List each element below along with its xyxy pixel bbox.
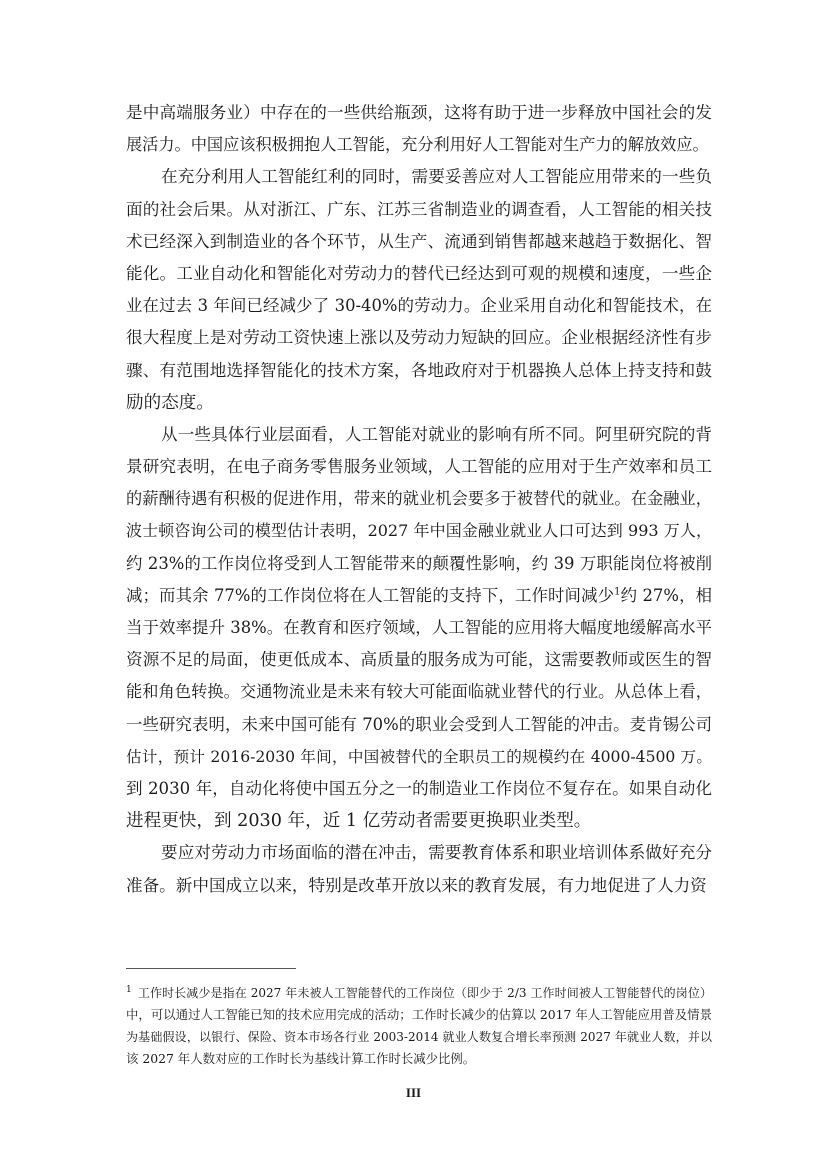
text-line: 能和角色转换。交通物流业是未来有较大可能面临就业替代的行业。从总体上看，: [126, 682, 712, 702]
text-line: 进程更快，到 2030 年，近 1 亿劳动者需要更换职业类型。: [126, 811, 592, 832]
text-line: 很大程度上是对劳动工资快速上涨以及劳动力短缺的回应。企业根据经济性有步: [126, 328, 712, 348]
paragraph: [126, 161, 712, 419]
text-line: 在充分利用人工智能红利的同时，需要妥善应对人工智能应用带来的一些负: [161, 167, 712, 187]
footnote-line: 为基础假设，以银行、保险、资本市场各行业 2003-2014 就业人数复合增长率预测 2027 年就业人数，并以: [126, 1030, 712, 1044]
text-line: 到 2030 年，自动化将使中国五分之一的制造业工作岗位不复存在。如果自动化: [126, 778, 712, 798]
text-line: 约 23%的工作岗位将受到人工智能带来的颠覆性影响，约 39 万职能岗位将被削: [126, 553, 712, 573]
text-line: 从一些具体行业层面看，人工智能对就业的影响有所不同。阿里研究院的背: [161, 424, 712, 444]
text-line: 准备。新中国成立以来，特别是改革开放以来的教育发展，有力地促进了人力资: [126, 875, 707, 895]
footnote: [126, 982, 712, 1070]
page-number: III: [405, 1085, 422, 1100]
text-line: 估计，预计 2016-2030 年间，中国被替代的全职员工的规模约在 4000-4500 万。: [126, 747, 712, 766]
text-line: 要应对劳动力市场面临的潜在冲击，需要教育体系和职业培训体系做好充分: [161, 843, 712, 863]
text-line: 资源不足的局面，使更低成本、高质量的服务成为可能，这需要教师或医生的智: [126, 650, 712, 670]
text-line: 业在过去 3 年间已经减少了 30-40%的劳动力。企业采用自动化和智能技术，在: [126, 296, 712, 316]
paragraph: [126, 837, 712, 901]
footnote-line: 该 2027 年人数对应的工作时长为基线计算工作时长减少比例。: [126, 1051, 476, 1066]
footnote-reference[interactable]: 1: [614, 586, 621, 598]
text-line: 景研究表明，在电子商务零售服务业领域，人工智能的应用对于生产效率和员工: [126, 457, 712, 477]
text-line: 面的社会后果。从对浙江、广东、江苏三省制造业的调查看，人工智能的相关技: [126, 199, 712, 219]
text-line: 一些研究表明，未来中国可能有 70%的职业会受到人工智能的冲击。麦肯锡公司: [126, 714, 712, 734]
text-line: 的薪酬待遇有积极的促进作用，带来的就业机会要多于被替代的就业。在金融业，: [126, 489, 712, 509]
text-line: 当于效率提升 38%。在教育和医疗领域，人工智能的应用将大幅度地缓解高水平: [126, 618, 712, 637]
text-line: 励的态度。: [126, 392, 214, 413]
text-line: 术已经深入到制造业的各个环节，从生产、流通到销售都越来越趋于数据化、智: [126, 231, 712, 251]
footnote-text: 工作时长减少是指在 2027 年未被人工智能替代的工作岗位（即少于 2/3 工作时间被人工智能替代的岗位）: [137, 986, 712, 1000]
text-line: 能化。工业自动化和智能化对劳动力的替代已经达到可观的规模和速度，一些企: [126, 263, 712, 283]
footnote-marker: 1: [126, 985, 132, 995]
text-line: 展活力。中国应该积极拥抱人工智能，充分利用好人工智能对生产力的解放效应。: [126, 135, 709, 155]
text-line: 减；而其余 77%的工作岗位将在人工智能的支持下，工作时间减少$^1$约 27%，相: [126, 585, 712, 605]
paragraph: [126, 419, 712, 837]
footnote-separator: [126, 968, 296, 969]
footnote-line: [126, 982, 712, 1004]
body-text: [126, 97, 712, 902]
text-line: 骤、有范围地选择智能化的技术方案，各地政府对于机器换人总体上持支持和鼓: [126, 360, 712, 380]
footnote-line: 中，可以通过人工智能已知的技术应用完成的活动；工作时长减少的估算以 2017 年人工智能应用普及情景: [126, 1007, 712, 1022]
paragraph: [126, 97, 712, 161]
text-line: 波士顿咨询公司的模型估计表明，2027 年中国金融业就业人口可达到 993 万人，: [126, 521, 712, 541]
text-line: 是中高端服务业）中存在的一些供给瓶颈，这将有助于进一步释放中国社会的发: [126, 103, 712, 122]
